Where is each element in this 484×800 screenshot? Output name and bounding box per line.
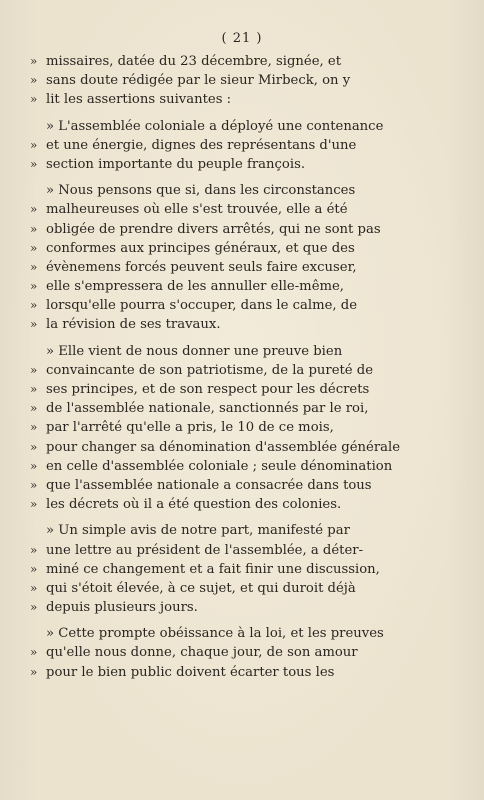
line-text: en celle d'assemblée coloniale ; seule dénomination — [46, 458, 393, 474]
text-line — [30, 315, 360, 334]
guillemet-mark: » — [30, 458, 38, 473]
line-text: elle s'empressera de les annuller elle-même, — [46, 279, 344, 295]
guillemet-mark: » — [30, 317, 38, 332]
line-text: pour le bien public doivent écarter tous les — [46, 664, 335, 680]
line-text: malheureuses où elle s'est trouvée, elle a été — [46, 202, 348, 218]
line-text: sans doute rédigée par le sieur Mirbeck, on y — [46, 73, 351, 89]
line-text: et une énergie, dignes des représentans d'une — [46, 137, 357, 153]
guillemet-mark: » — [30, 645, 38, 660]
line-text: missaires, datée du 23 décembre, signée, et — [46, 54, 341, 69]
text-line — [30, 380, 370, 399]
line-text: convaincante de son patriotisme, de la pureté de — [46, 362, 374, 378]
guillemet-mark: » — [30, 420, 38, 435]
guillemet-mark: » — [30, 202, 38, 217]
guillemet-mark: » — [30, 664, 38, 679]
line-text: » Un simple avis de notre part, manifesté par — [46, 523, 350, 539]
line-text: » Cette prompte obéissance à la loi, et les preuves — [46, 626, 384, 642]
guillemet-mark: » — [30, 600, 38, 615]
text-line — [30, 495, 360, 514]
paragraph — [30, 52, 360, 110]
guillemet-mark: » — [30, 240, 38, 255]
text-line — [30, 624, 384, 643]
text-line — [30, 541, 364, 560]
text-line — [30, 521, 360, 540]
line-text: miné ce changement et a fait finir une discussion, — [46, 561, 380, 577]
line-text: » Nous pensons que si, dans les circonstances — [46, 183, 356, 199]
line-text: depuis plusieurs jours. — [46, 600, 198, 616]
text-line — [30, 663, 360, 682]
line-text: lit les assertions suivantes : — [46, 92, 232, 108]
line-text: » Elle vient de nous donner une preuve bien — [46, 343, 343, 359]
text-line — [30, 579, 360, 598]
line-text: une lettre au président de l'assemblée, a déter- — [46, 542, 364, 558]
line-text: qu'elle nous donne, chaque jour, de son amour — [46, 645, 358, 661]
guillemet-mark: » — [30, 54, 38, 68]
text-line — [30, 90, 360, 109]
guillemet-mark: » — [30, 259, 38, 274]
text-line — [30, 457, 393, 476]
guillemet-mark: » — [30, 439, 38, 454]
line-text: conformes aux principes généraux, et que des — [46, 240, 355, 256]
text-line — [30, 117, 384, 136]
text-line — [30, 239, 360, 258]
guillemet-mark: » — [30, 382, 38, 396]
guillemet-mark: » — [30, 73, 38, 88]
line-text: qui s'étoit élevée, à ce sujet, et qui duroit déjà — [46, 580, 356, 596]
guillemet-mark: » — [30, 156, 38, 171]
text-line — [30, 296, 360, 315]
guillemet-mark: » — [30, 279, 38, 294]
paragraph — [30, 521, 380, 617]
text-line — [30, 200, 360, 219]
guillemet-mark: » — [30, 561, 38, 576]
line-text: par l'arrêté qu'elle a pris, le 10 de ce mois, — [46, 420, 334, 436]
line-text: les décrets où il a été question des colonies. — [46, 497, 342, 513]
text-line — [30, 52, 360, 71]
paragraph — [30, 624, 384, 682]
line-text: de l'assemblée nationale, sanctionnés par le roi, — [46, 401, 369, 417]
text-line — [30, 598, 360, 617]
line-text: section importante du peuple françois. — [46, 156, 306, 172]
line-text: ses principes, et de son respect pour les décrets — [46, 382, 370, 397]
line-text: lorsqu'elle pourra s'occuper, dans le calme, de — [46, 298, 358, 314]
guillemet-mark: » — [30, 401, 38, 416]
guillemet-mark: » — [30, 92, 38, 107]
line-text: la révision de ses travaux. — [46, 317, 221, 333]
page-number: ( 21 ) — [221, 31, 263, 46]
text-line — [30, 277, 360, 296]
guillemet-mark: » — [30, 542, 38, 557]
text-line — [30, 418, 360, 437]
text-line — [30, 71, 360, 90]
guillemet-mark: » — [30, 137, 38, 152]
text-line — [30, 560, 380, 579]
line-text: obligée de prendre divers arrêtés, qui ne sont pas — [46, 221, 381, 237]
text-line — [30, 155, 360, 174]
line-text: pour changer sa dénomination d'assemblée générale — [46, 439, 401, 455]
guillemet-mark: » — [30, 362, 38, 377]
paragraph — [30, 342, 401, 515]
paragraph — [30, 181, 381, 335]
line-text: » L'assemblée coloniale a déployé une contenance — [46, 118, 384, 134]
text-line — [30, 643, 360, 662]
body-text — [30, 52, 401, 682]
text-line — [30, 399, 369, 418]
guillemet-mark: » — [30, 298, 38, 313]
line-text: évènemens forcés peuvent seuls faire excuser, — [46, 259, 357, 275]
text-line — [30, 258, 360, 277]
text-line — [30, 476, 372, 495]
text-line — [30, 181, 360, 200]
text-line — [30, 361, 374, 380]
guillemet-mark: » — [30, 580, 38, 595]
text-line — [30, 438, 401, 457]
guillemet-mark: » — [30, 221, 38, 236]
text-line — [30, 342, 360, 361]
guillemet-mark: » — [30, 477, 38, 492]
guillemet-mark: » — [30, 497, 38, 512]
line-text: que l'assemblée nationale a consacrée dans tous — [46, 477, 372, 493]
text-line — [30, 136, 360, 155]
paragraph — [30, 117, 384, 175]
text-line — [30, 220, 381, 239]
